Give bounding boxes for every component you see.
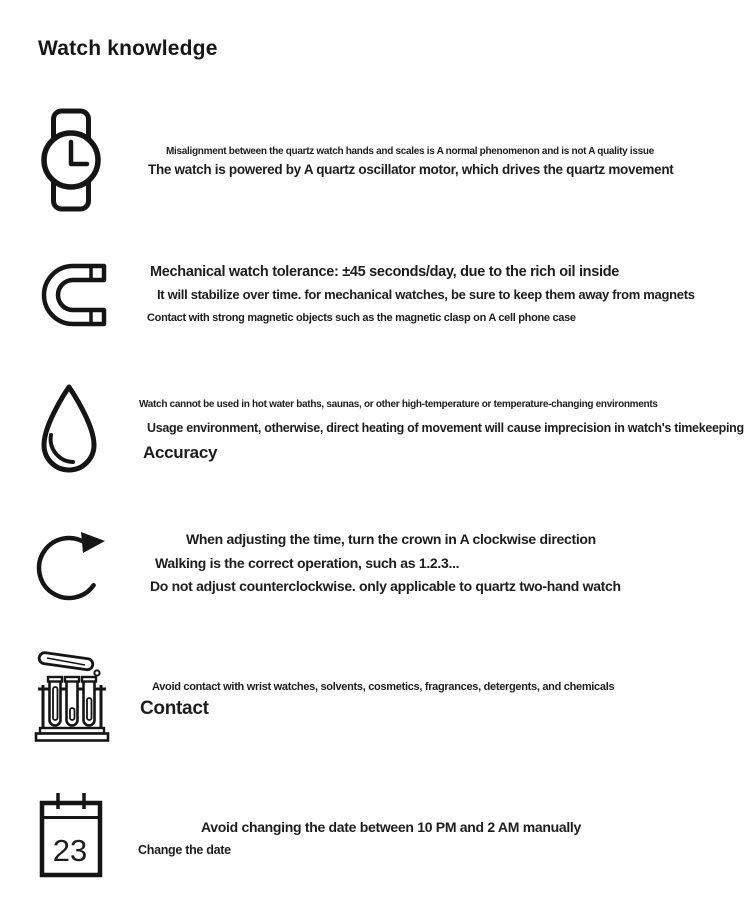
magnet-icon: [36, 258, 108, 334]
wrist-watch-icon: [36, 106, 106, 214]
page-title: Watch knowledge: [38, 37, 218, 60]
section5-line2: Contact: [140, 698, 209, 719]
section3-line2: Usage environment, otherwise, direct heating of movement will cause imprecision in watch's timekeeping: [147, 421, 744, 435]
section6-line1: Avoid changing the date between 10 PM and 2 AM manually: [201, 819, 581, 835]
test-tubes-icon: [33, 643, 111, 745]
section2-line1: Mechanical watch tolerance: ±45 seconds/day, due to the rich oil inside: [150, 264, 620, 280]
section5-line1: Avoid contact with wrist watches, solvents, cosmetics, fragrances, detergents, and chemicals: [152, 681, 615, 693]
section3-line3: Accuracy: [143, 443, 218, 462]
section2-line3: Contact with strong magnetic objects such as the magnetic clasp on A cell phone case: [147, 312, 576, 324]
section4-line3: Do not adjust counterclockwise. only applicable to quartz two-hand watch: [150, 578, 621, 594]
section4-line1: When adjusting the time, turn the crown in A clockwise direction: [186, 531, 596, 547]
calendar-day: 23: [52, 833, 88, 868]
section1-line2: The watch is powered by A quartz oscillator motor, which drives the quartz movement: [148, 162, 674, 177]
section1-line1: Misalignment between the quartz watch hands and scales is A normal phenomenon and is not A quality issue: [166, 146, 654, 157]
section6-line2: Change the date: [138, 843, 231, 857]
section4-line2: Walking is the correct operation, such as 1.2.3...: [155, 555, 460, 571]
clockwise-arrow-icon: [33, 520, 109, 608]
section3-line1: Watch cannot be used in hot water baths, saunas, or other high-temperature or temperature-changing environments: [139, 399, 658, 410]
water-drop-icon: [36, 381, 102, 481]
calendar-icon: [37, 788, 105, 880]
section2-line2: It will stabilize over time. for mechanical watches, be sure to keep them away from magnets: [157, 287, 695, 302]
